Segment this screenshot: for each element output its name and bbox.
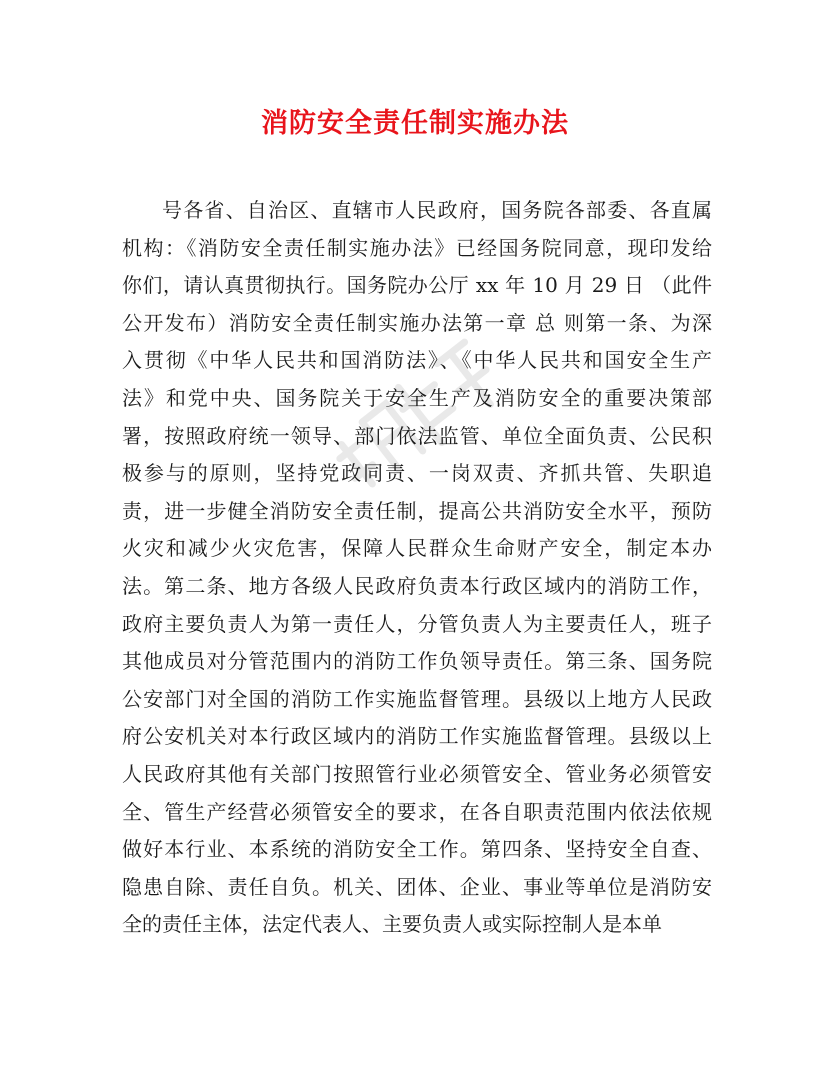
body-line: 公安部门对全国的消防工作实施监督管理。县级以上地方人民政 (122, 686, 712, 711)
body-line: 号各省、自治区、直辖市人民政府，国务院各部委、各直属 (162, 198, 712, 222)
body-line: 责，进一步健全消防安全责任制，提高公共消防安全水平，预防 (122, 498, 712, 523)
body-line: 署，按照政府统一领导、部门依法监管、单位全面负责、公民积 (122, 423, 712, 448)
body-line: 其他成员对分管范围内的消防工作负领导责任。第三条、国务院 (122, 649, 712, 674)
body-line: 公开发布）消防安全责任制实施办法第一章 总 则第一条、为深 (122, 310, 712, 335)
body-line: 你们，请认真贯彻执行。国务院办公厅 xx 年 10 月 29 日 （此件 (122, 273, 712, 298)
body-line: 入贯彻《中华人民共和国消防法》、《中华人民共和国安全生产 (122, 348, 712, 373)
body-line: 政府主要负责人为第一责任人，分管负责人为主要责任人，班子 (122, 611, 712, 636)
document-body (122, 192, 712, 944)
body-line: 机构：《消防安全责任制实施办法》已经国务院同意，现印发给 (122, 235, 712, 260)
body-line: 全、管生产经营必须管安全的要求，在各自职责范围内依法依规 (122, 799, 712, 824)
body-line: 人民政府其他有关部门按照管行业必须管安全、管业务必须管安 (122, 761, 712, 786)
body-line: 法。第二条、地方各级人民政府负责本行政区域内的消防工作， (122, 573, 712, 598)
body-line: 火灾和减少火灾危害，保障人民群众生命财产安全，制定本办 (122, 536, 712, 561)
body-line: 全的责任主体，法定代表人、主要负责人或实际控制人是本单 (122, 912, 662, 937)
body-line: 极参与的原则，坚持党政同责、一岗双责、齐抓共管、失职追 (122, 461, 712, 486)
body-line: 法》和党中央、国务院关于安全生产及消防安全的重要决策部 (122, 385, 712, 410)
body-line: 做好本行业、本系统的消防安全工作。第四条、坚持安全自查、 (122, 837, 712, 862)
body-line: 隐患自除、责任自负。机关、团体、企业、事业等单位是消防安 (122, 874, 712, 899)
document-title: 消防安全责任制实施办法 (261, 108, 569, 139)
body-line: 府公安机关对本行政区域内的消防工作实施监督管理。县级以上 (122, 724, 712, 749)
